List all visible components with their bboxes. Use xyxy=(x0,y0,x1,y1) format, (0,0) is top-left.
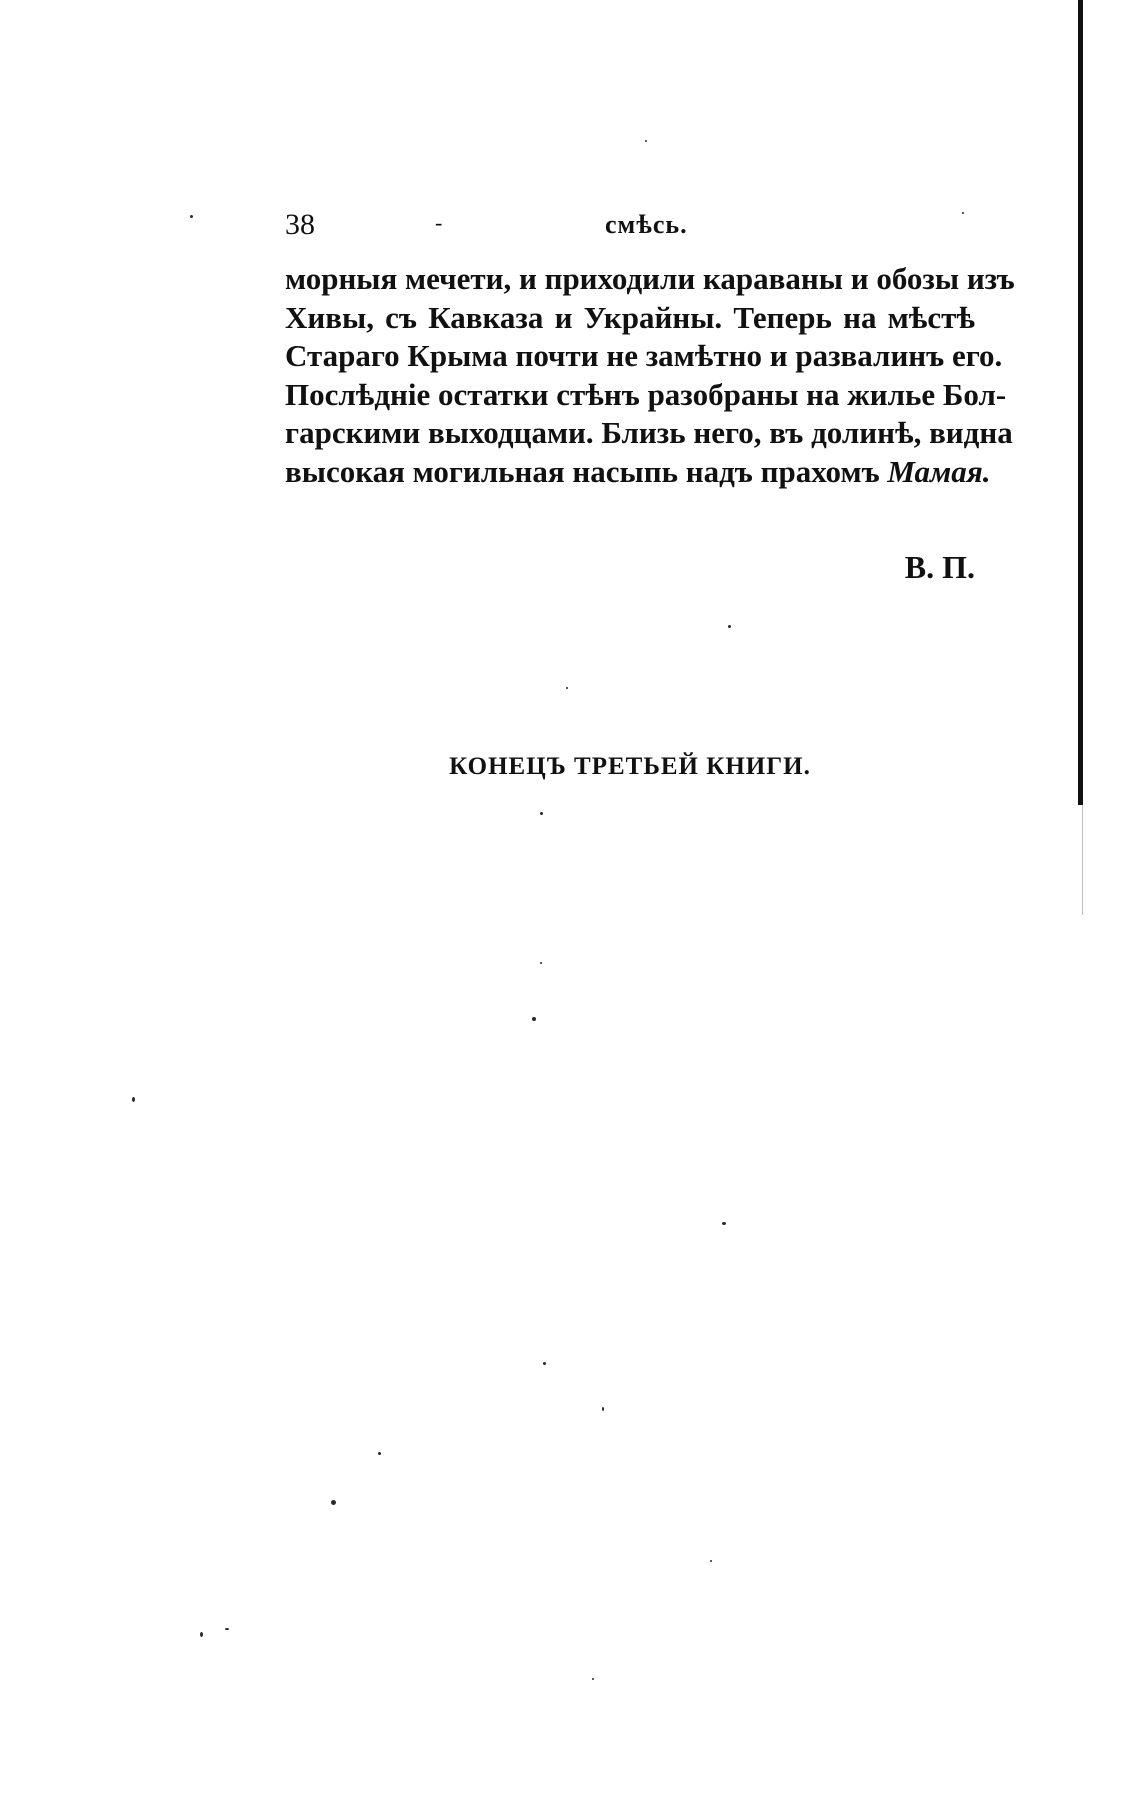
scan-speck xyxy=(331,1500,336,1505)
body-line: Стараго Крыма почти не замѣтно и развалинъ его. xyxy=(285,338,1003,373)
scan-speck xyxy=(132,1097,135,1102)
body-line: Послѣдніе остатки стѣнъ разобраны на жилье Бол- xyxy=(285,376,1007,412)
scan-speck xyxy=(532,1017,536,1021)
scan-speck xyxy=(645,140,647,142)
author-signature: В. П. xyxy=(904,549,975,585)
scan-speck xyxy=(962,212,964,214)
body-line: морныя мечети, и приходили караваны и обозы изъ xyxy=(285,261,1015,296)
scan-speck xyxy=(540,962,542,964)
scan-speck xyxy=(378,1452,381,1455)
body-line-last-text: высокая могильная насыпь надъ прахомъ xyxy=(285,453,880,489)
body-line-last xyxy=(285,453,991,492)
running-title: смѣсь. xyxy=(605,210,688,239)
page-edge-line xyxy=(1078,0,1083,805)
scan-speck xyxy=(190,215,193,218)
scan-speck xyxy=(225,1628,229,1630)
scan-speck xyxy=(592,1678,594,1680)
scan-speck xyxy=(540,812,543,815)
scan-speck xyxy=(728,625,731,628)
scan-speck xyxy=(543,1362,546,1365)
body-line: Хивы, съ Кавказа и Украйны. Теперь на мѣстѣ xyxy=(285,299,975,335)
running-head xyxy=(285,205,975,245)
scan-speck xyxy=(566,687,568,689)
scan-speck xyxy=(710,1560,712,1562)
scan-speck xyxy=(722,1222,726,1225)
body-line: гарскими выходцами. Близь него, въ долинѣ, видна xyxy=(285,415,1013,450)
end-of-book-caption: КОНЕЦЪ ТРЕТЬЕЙ КНИГИ. xyxy=(449,753,811,780)
page-edge-line-faint xyxy=(1082,805,1083,915)
body-paragraph xyxy=(285,260,1015,491)
scan-speck xyxy=(602,1407,604,1411)
italic-name: Мамая. xyxy=(887,453,991,489)
running-head-dash: - xyxy=(435,210,443,235)
page-number: 38 xyxy=(285,208,315,241)
scan-speck xyxy=(200,1632,203,1637)
